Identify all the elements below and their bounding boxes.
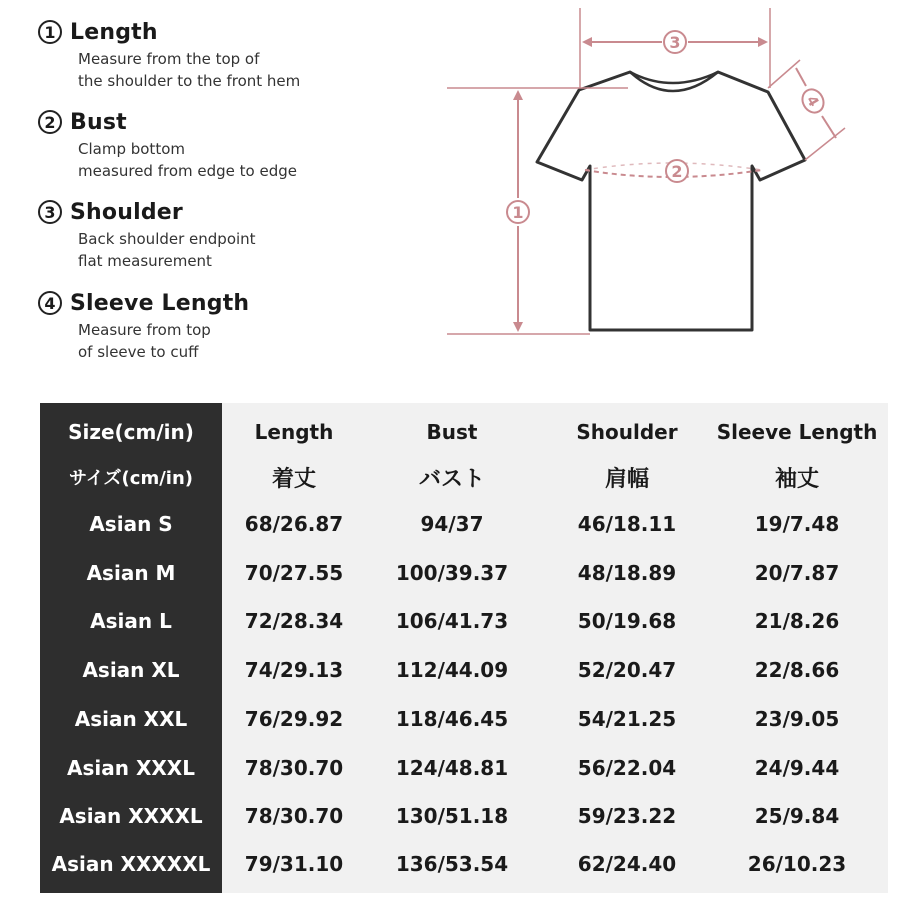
legend-item-length (38, 16, 300, 92)
measurement-cell: 72/28.34 (244, 609, 344, 633)
measurement-cell: 46/18.11 (577, 512, 677, 536)
measurement-cell: 118/46.45 (395, 707, 509, 731)
sleeve-guide-bottom (805, 128, 845, 160)
column-header-japanese: 着丈 (271, 466, 316, 492)
legend-line: of sleeve to cuff (78, 343, 199, 361)
arrow-down-icon (513, 322, 523, 332)
measurement-cell: 24/9.44 (754, 756, 840, 780)
size-label: Asian XXXL (67, 756, 195, 780)
sleeve-label: 4 (802, 93, 822, 110)
measurement-cell: 130/51.18 (395, 804, 509, 828)
measurement-cell: 78/30.70 (244, 804, 344, 828)
arrow-left-icon (582, 37, 592, 47)
sleeve-measure-line (796, 68, 806, 86)
measurement-cell: 112/44.09 (395, 658, 509, 682)
legend-line: the shoulder to the front hem (78, 72, 301, 90)
column-header: Shoulder (576, 420, 678, 444)
column-header: Size(cm/in) (68, 420, 194, 444)
column-header-japanese: サイズ(cm/in) (69, 468, 193, 489)
measurement-cell: 106/41.73 (395, 609, 509, 633)
shoulder-label: 3 (669, 33, 681, 52)
measurement-cell: 74/29.13 (244, 658, 344, 682)
number-1-icon: 1 (38, 20, 62, 44)
column-header: Sleeve Length (716, 420, 878, 444)
column-header-japanese: 袖丈 (774, 466, 819, 492)
column-header-japanese: 肩幅 (604, 466, 649, 492)
legend-line: measured from edge to edge (78, 162, 297, 180)
measurement-cell: 20/7.87 (754, 561, 840, 585)
measurement-cell: 50/19.68 (577, 609, 677, 633)
size-label: Asian S (89, 512, 173, 536)
measurement-cell: 56/22.04 (577, 756, 677, 780)
measurement-cell: 62/24.40 (577, 852, 677, 876)
legend-description (78, 319, 249, 363)
legend-line: Back shoulder endpoint (78, 230, 256, 248)
measurement-cell: 26/10.23 (747, 852, 847, 876)
legend-line: flat measurement (78, 252, 212, 270)
length-label: 1 (512, 203, 524, 222)
measurement-cell: 100/39.37 (395, 561, 509, 585)
measurement-cell: 19/7.48 (754, 512, 840, 536)
column-header: Bust (426, 420, 478, 444)
arrow-right-icon (758, 37, 768, 47)
legend-description (78, 48, 300, 92)
measurement-cell: 23/9.05 (754, 707, 840, 731)
legend-line: Measure from the top of (78, 50, 260, 68)
column-header: Length (254, 420, 334, 444)
measurement-cell: 21/8.26 (754, 609, 840, 633)
size-label: Asian XL (82, 658, 180, 682)
measurement-cell: 54/21.25 (577, 707, 677, 731)
number-2-icon: 2 (38, 110, 62, 134)
measurement-cell: 79/31.10 (244, 852, 344, 876)
legend-item-sleeve-length (38, 287, 249, 363)
legend-title: Shoulder (70, 199, 183, 225)
tshirt-outline-icon (537, 72, 805, 330)
measurement-cell: 48/18.89 (577, 561, 677, 585)
bust-label: 2 (671, 162, 683, 181)
measurement-cell: 22/8.66 (754, 658, 840, 682)
tshirt-diagram-svg (440, 0, 900, 360)
measurement-cell: 136/53.54 (395, 852, 509, 876)
legend-item-shoulder (38, 196, 256, 272)
legend-line: Clamp bottom (78, 140, 185, 158)
legend-description (78, 138, 297, 182)
measurement-cell: 25/9.84 (754, 804, 840, 828)
column-header-japanese: バスト (418, 466, 485, 492)
legend-line: Measure from top (78, 321, 211, 339)
measurement-cell: 70/27.55 (244, 561, 344, 585)
size-label: Asian M (86, 561, 176, 585)
number-3-icon: 3 (38, 200, 62, 224)
legend-title: Sleeve Length (70, 290, 250, 316)
legend-title: Length (70, 19, 158, 45)
measurement-cell: 94/37 (420, 512, 484, 536)
measurement-cell: 52/20.47 (577, 658, 677, 682)
legend-title: Bust (70, 109, 127, 135)
size-label: Asian XXXXL (59, 804, 203, 828)
legend-description (78, 228, 256, 272)
measurement-cell: 68/26.87 (244, 512, 344, 536)
measurement-cell: 59/23.22 (577, 804, 677, 828)
number-4-icon: 4 (38, 291, 62, 315)
legend-item-bust (38, 106, 297, 182)
arrow-up-icon (513, 90, 523, 100)
size-chart-table (40, 403, 888, 893)
measurement-cell: 124/48.81 (395, 756, 509, 780)
tshirt-measurement-diagram (440, 0, 900, 360)
size-label: Asian L (90, 609, 172, 633)
sleeve-guide-top (768, 60, 800, 88)
size-label: Asian XXL (74, 707, 188, 731)
size-label: Asian XXXXXL (51, 852, 211, 876)
sleeve-measure-line (822, 116, 836, 138)
measurement-cell: 78/30.70 (244, 756, 344, 780)
measurement-cell: 76/29.92 (244, 707, 344, 731)
